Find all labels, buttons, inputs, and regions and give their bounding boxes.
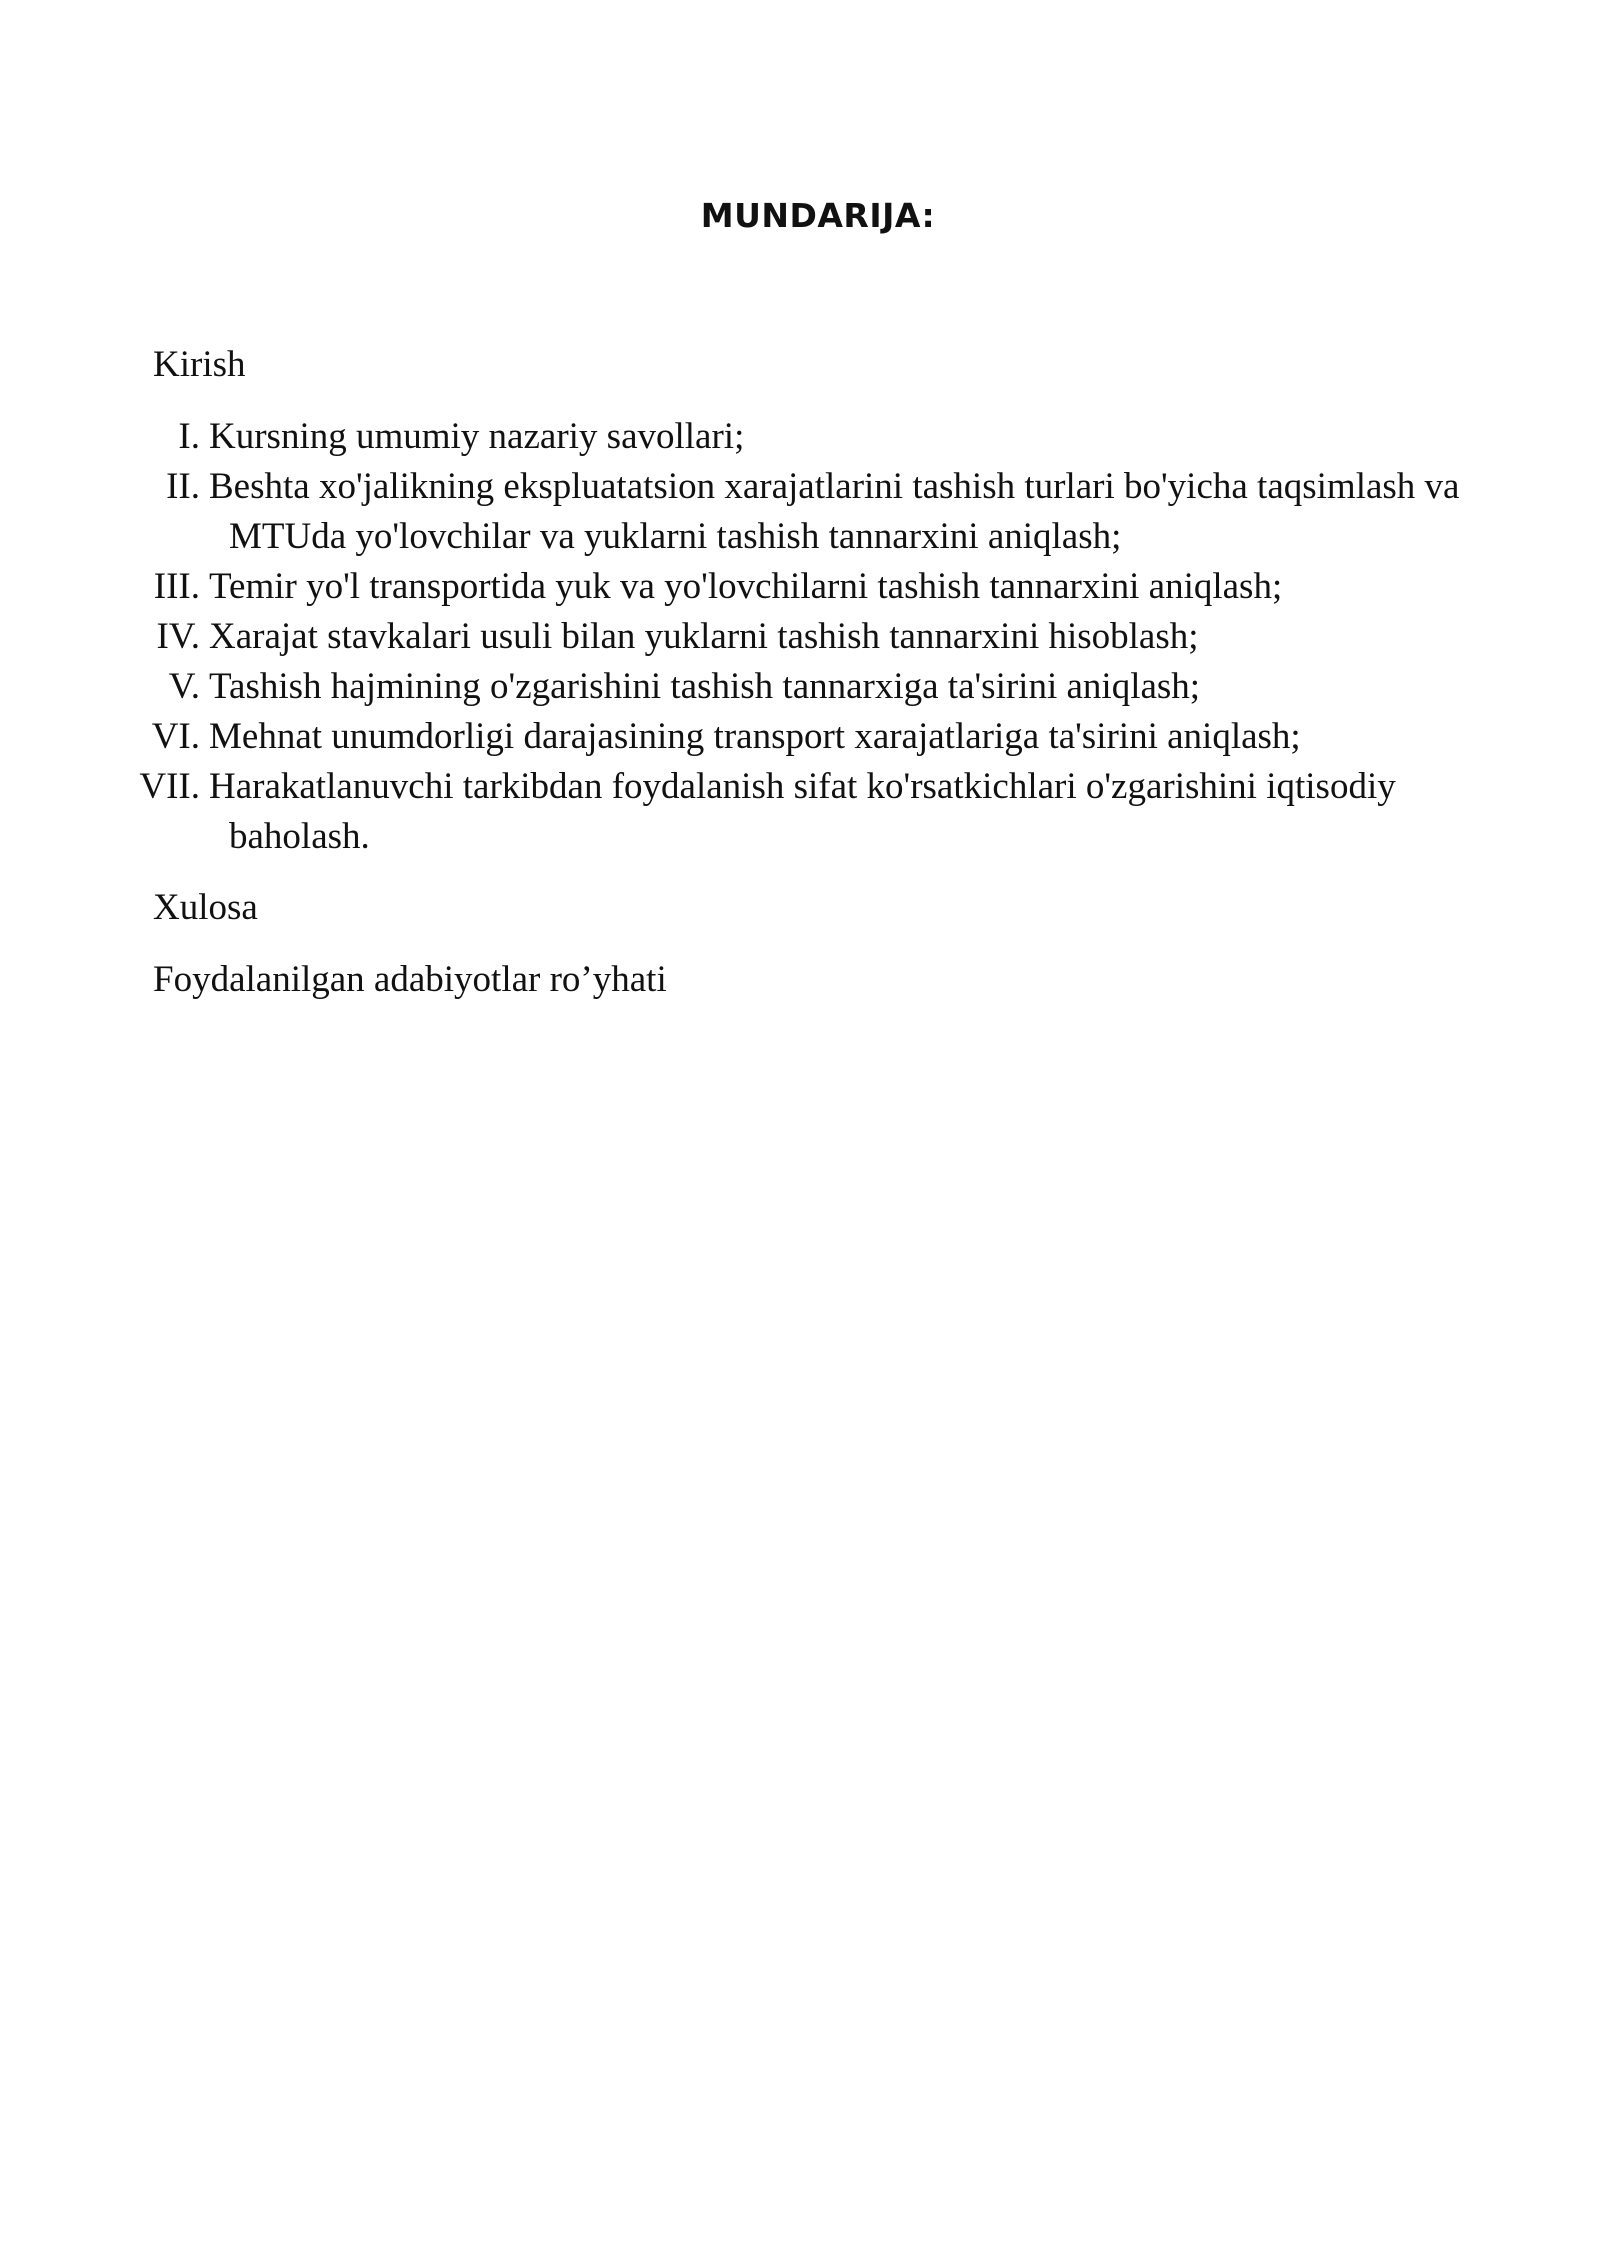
chapter-numeral: III. <box>153 566 200 607</box>
page-title: MUNDARIJA: <box>700 196 936 235</box>
chapter-title: Xarajat stavkalari usuli bilan yuklarni tashish tannarxini hisoblash; <box>209 616 1199 657</box>
chapter-title: Kursning umumiy nazariy savollari; <box>209 416 745 457</box>
chapter-title: Temir yo'l transportida yuk va yo'lovchilarni tashish tannarxini aniqlash; <box>209 566 1283 607</box>
chapter-numeral: VII. <box>139 766 200 807</box>
chapter-title: Mehnat unumdorligi darajasining transport xarajatlariga ta'sirini aniqlash; <box>209 716 1301 757</box>
chapter-item <box>0 612 1600 662</box>
chapter-list <box>0 412 1600 862</box>
chapter-numeral: IV. <box>156 616 200 657</box>
chapter-item <box>0 762 1600 862</box>
chapter-item <box>0 462 1600 562</box>
chapter-numeral: VI. <box>151 716 200 757</box>
chapter-title: Harakatlanuvchi tarkibdan foydalanish sifat ko'rsatkichlari o'zgarishini iqtisodiy baholash. <box>209 766 1396 857</box>
chapter-numeral: I. <box>178 416 200 457</box>
chapter-item <box>0 412 1600 462</box>
toc-entry-introduction: Kirish <box>153 344 246 385</box>
chapter-item <box>0 712 1600 762</box>
toc-entry-conclusion: Xulosa <box>153 887 258 928</box>
chapter-item <box>0 662 1600 712</box>
chapter-numeral: II. <box>166 466 200 507</box>
toc-entry-references: Foydalanilgan adabiyotlar ro’yhati <box>153 959 667 1000</box>
chapter-numeral: V. <box>168 666 200 707</box>
chapter-item <box>0 562 1600 612</box>
chapter-title: Beshta xo'jalikning ekspluatatsion xarajatlarini tashish turlari bo'yicha taqsimlash va MTUda yo'lovchilar va yuklarni tashish tannarxini aniqlash; <box>209 466 1460 557</box>
chapter-title: Tashish hajmining o'zgarishini tashish tannarxiga ta'sirini aniqlash; <box>209 666 1201 707</box>
